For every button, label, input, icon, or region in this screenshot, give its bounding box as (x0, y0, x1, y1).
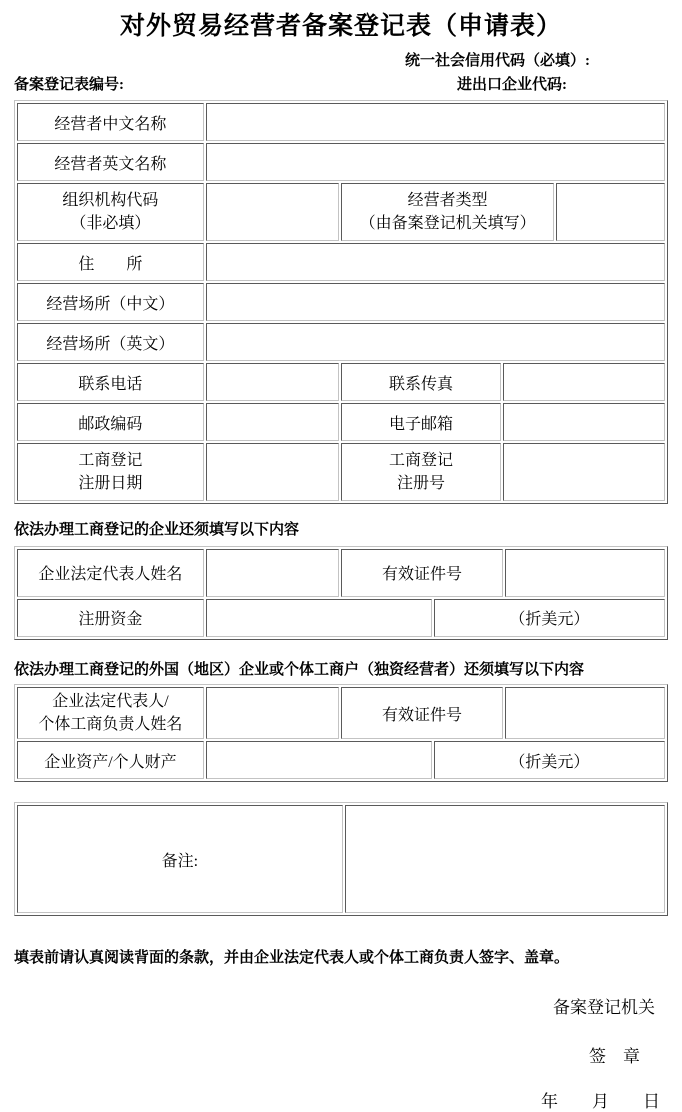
foreign-rep-name-field[interactable] (206, 687, 339, 739)
org-code-label-line2: （非必填） (70, 215, 151, 232)
foreign-section-heading: 依法办理工商登记的外国（地区）企业或个体工商户（独资经营者）还须填写以下内容 (14, 660, 585, 678)
reg-date-label-line1: 工商登记 (78, 451, 143, 469)
assets-usd-cell[interactable]: （折美元） (434, 741, 665, 779)
company-section-heading: 依法办理工商登记的企业还须填写以下内容 (14, 521, 300, 538)
form-number-label: 备案登记表编号: (14, 77, 124, 93)
postal-code-label: 邮政编码 (17, 403, 204, 441)
remarks-label-cell[interactable]: 备注: (17, 805, 343, 913)
company-table (14, 546, 668, 640)
business-place-en-label: 经营场所（英文） (17, 323, 204, 361)
company-id-number-label: 有效证件号 (341, 549, 503, 597)
phone-label: 联系电话 (17, 363, 204, 401)
remarks-table (14, 802, 668, 916)
foreign-id-number-field[interactable] (505, 687, 665, 739)
foreign-rep-name-label-line2: 个体工商负责人姓名 (38, 716, 183, 733)
signature-seal-label: 签 章 (589, 1047, 640, 1066)
business-place-en-field[interactable] (206, 323, 665, 361)
address-label: 住 所 (17, 243, 204, 281)
page-title: 对外贸易经营者备案登记表（申请表） (119, 13, 562, 40)
fax-label: 联系传真 (341, 363, 501, 401)
foreign-id-number-label: 有效证件号 (341, 687, 503, 739)
org-code-field[interactable] (206, 183, 339, 241)
reg-date-label-line2: 注册日期 (78, 475, 143, 492)
legal-rep-name-label: 企业法定代表人姓名 (17, 549, 204, 597)
reg-date-field[interactable] (206, 443, 339, 501)
registration-authority-label: 备案登记机关 (553, 998, 655, 1017)
postal-code-field[interactable] (206, 403, 339, 441)
fax-field[interactable] (503, 363, 665, 401)
operator-type-label (341, 183, 554, 241)
form-page (0, 6, 682, 1112)
main-table (14, 100, 668, 504)
import-export-code-label: 进出口企业代码: (457, 77, 567, 93)
business-place-cn-label: 经营场所（中文） (17, 283, 204, 321)
reg-date-label (17, 443, 204, 501)
email-field[interactable] (503, 403, 665, 441)
unified-credit-code-label: 统一社会信用代码（必填）: (405, 53, 590, 69)
operator-cn-name-label: 经营者中文名称 (17, 103, 204, 141)
registered-capital-field[interactable] (206, 599, 432, 637)
org-code-label (17, 183, 204, 241)
operator-cn-name-field[interactable] (206, 103, 665, 141)
phone-field[interactable] (206, 363, 339, 401)
reg-no-label-line2: 注册号 (396, 475, 445, 492)
remarks-content-field[interactable] (345, 805, 665, 913)
operator-en-name-field[interactable] (206, 143, 665, 181)
reg-no-field[interactable] (503, 443, 665, 501)
foreign-table (14, 684, 668, 782)
codes-row (14, 73, 668, 94)
foreign-rep-name-label (17, 687, 204, 739)
operator-type-label-line2: （由备案登记机关填写） (359, 215, 536, 232)
operator-type-label-line1: 经营者类型 (407, 191, 488, 209)
date-label: 年 月 日 (541, 1092, 660, 1111)
foreign-rep-name-label-line1: 企业法定代表人/ (52, 692, 169, 710)
registered-capital-usd-cell[interactable]: （折美元） (434, 599, 665, 637)
legal-rep-name-field[interactable] (206, 549, 339, 597)
email-label: 电子邮箱 (341, 403, 501, 441)
operator-type-field[interactable] (556, 183, 665, 241)
assets-field[interactable] (206, 741, 432, 779)
registered-capital-label: 注册资金 (17, 599, 204, 637)
org-code-label-line1: 组织机构代码 (62, 191, 159, 209)
fill-instruction-note: 填表前请认真阅读背面的条款，并由企业法定代表人或个体工商负责人签字、盖章。 (14, 949, 570, 966)
business-place-cn-field[interactable] (206, 283, 665, 321)
reg-no-label-line1: 工商登记 (388, 451, 453, 469)
address-field[interactable] (206, 243, 665, 281)
assets-label: 企业资产/个人财产 (17, 741, 204, 779)
operator-en-name-label: 经营者英文名称 (17, 143, 204, 181)
reg-no-label (341, 443, 501, 501)
company-id-number-field[interactable] (505, 549, 665, 597)
